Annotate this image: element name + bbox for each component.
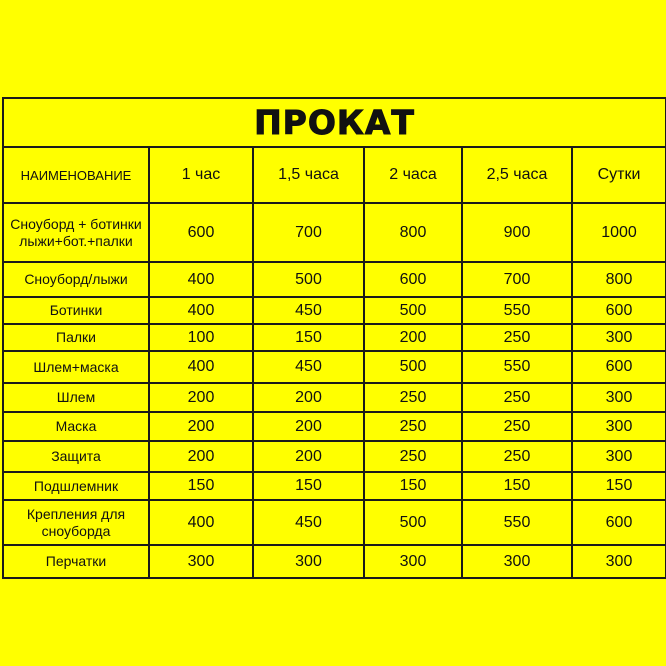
price-table-body: [3, 203, 666, 578]
column-header-2-5h: 2,5 часа: [462, 147, 572, 203]
price-cell: 500: [364, 500, 462, 545]
price-cell: 150: [253, 324, 364, 351]
price-cell: 250: [364, 383, 462, 412]
price-cell: 600: [149, 203, 253, 262]
price-table: [2, 97, 666, 579]
price-cell: 250: [462, 383, 572, 412]
price-cell: 600: [572, 500, 666, 545]
table-row: [3, 324, 666, 351]
price-cell: 550: [462, 500, 572, 545]
price-cell: 200: [149, 412, 253, 441]
price-cell: 150: [572, 472, 666, 500]
item-name: Маска: [3, 412, 149, 441]
price-cell: 300: [253, 545, 364, 578]
table-row: [3, 500, 666, 545]
item-name: Защита: [3, 441, 149, 472]
price-cell: 300: [572, 545, 666, 578]
column-header-1-5h: 1,5 часа: [253, 147, 364, 203]
price-cell: 900: [462, 203, 572, 262]
title-cell: [3, 98, 666, 147]
table-row: [3, 262, 666, 297]
price-cell: 500: [364, 297, 462, 324]
price-cell: 200: [364, 324, 462, 351]
price-cell: 600: [364, 262, 462, 297]
column-header-1h: 1 час: [149, 147, 253, 203]
price-cell: 400: [149, 262, 253, 297]
price-cell: 550: [462, 351, 572, 383]
item-name: Сноуборд/лыжи: [3, 262, 149, 297]
item-name: Палки: [3, 324, 149, 351]
item-name: Шлем+маска: [3, 351, 149, 383]
price-cell: 250: [364, 412, 462, 441]
price-cell: 1000: [572, 203, 666, 262]
table-row: [3, 351, 666, 383]
price-cell: 300: [572, 412, 666, 441]
price-cell: 700: [462, 262, 572, 297]
price-cell: 300: [572, 441, 666, 472]
item-name: Перчатки: [3, 545, 149, 578]
item-name: Крепления для сноуборда: [3, 500, 149, 545]
price-cell: 200: [149, 383, 253, 412]
item-name: Шлем: [3, 383, 149, 412]
price-cell: 300: [572, 383, 666, 412]
price-cell: 400: [149, 297, 253, 324]
price-cell: 800: [364, 203, 462, 262]
price-cell: 250: [462, 441, 572, 472]
price-cell: 150: [149, 472, 253, 500]
item-name: Подшлемник: [3, 472, 149, 500]
price-cell: 450: [253, 500, 364, 545]
price-cell: 300: [572, 324, 666, 351]
price-cell: 150: [364, 472, 462, 500]
table-row: [3, 545, 666, 578]
price-cell: 550: [462, 297, 572, 324]
table-row: [3, 203, 666, 262]
price-cell: 250: [462, 412, 572, 441]
price-cell: 250: [364, 441, 462, 472]
price-cell: 700: [253, 203, 364, 262]
table-row: [3, 472, 666, 500]
price-cell: 200: [149, 441, 253, 472]
column-header-day: Сутки: [572, 147, 666, 203]
price-cell: 100: [149, 324, 253, 351]
price-cell: 800: [572, 262, 666, 297]
price-cell: 400: [149, 500, 253, 545]
price-cell: 300: [364, 545, 462, 578]
price-cell: 200: [253, 412, 364, 441]
column-header-name: НАИМЕНОВАНИЕ: [3, 147, 149, 203]
price-cell: 200: [253, 441, 364, 472]
price-cell: 400: [149, 351, 253, 383]
price-cell: 500: [253, 262, 364, 297]
table-row: [3, 412, 666, 441]
table-row: [3, 383, 666, 412]
price-cell: 150: [253, 472, 364, 500]
price-cell: 300: [149, 545, 253, 578]
item-name: Сноуборд + ботинки лыжи+бот.+палки: [3, 203, 149, 262]
item-name: Ботинки: [3, 297, 149, 324]
price-cell: 450: [253, 351, 364, 383]
page-title: ПРОКАТ: [254, 103, 415, 142]
price-cell: 500: [364, 351, 462, 383]
price-cell: 200: [253, 383, 364, 412]
price-cell: 250: [462, 324, 572, 351]
table-row: [3, 297, 666, 324]
price-cell: 600: [572, 297, 666, 324]
price-cell: 600: [572, 351, 666, 383]
price-cell: 150: [462, 472, 572, 500]
header-row: [3, 147, 666, 203]
price-cell: 450: [253, 297, 364, 324]
column-header-2h: 2 часа: [364, 147, 462, 203]
table-row: [3, 441, 666, 472]
price-cell: 300: [462, 545, 572, 578]
